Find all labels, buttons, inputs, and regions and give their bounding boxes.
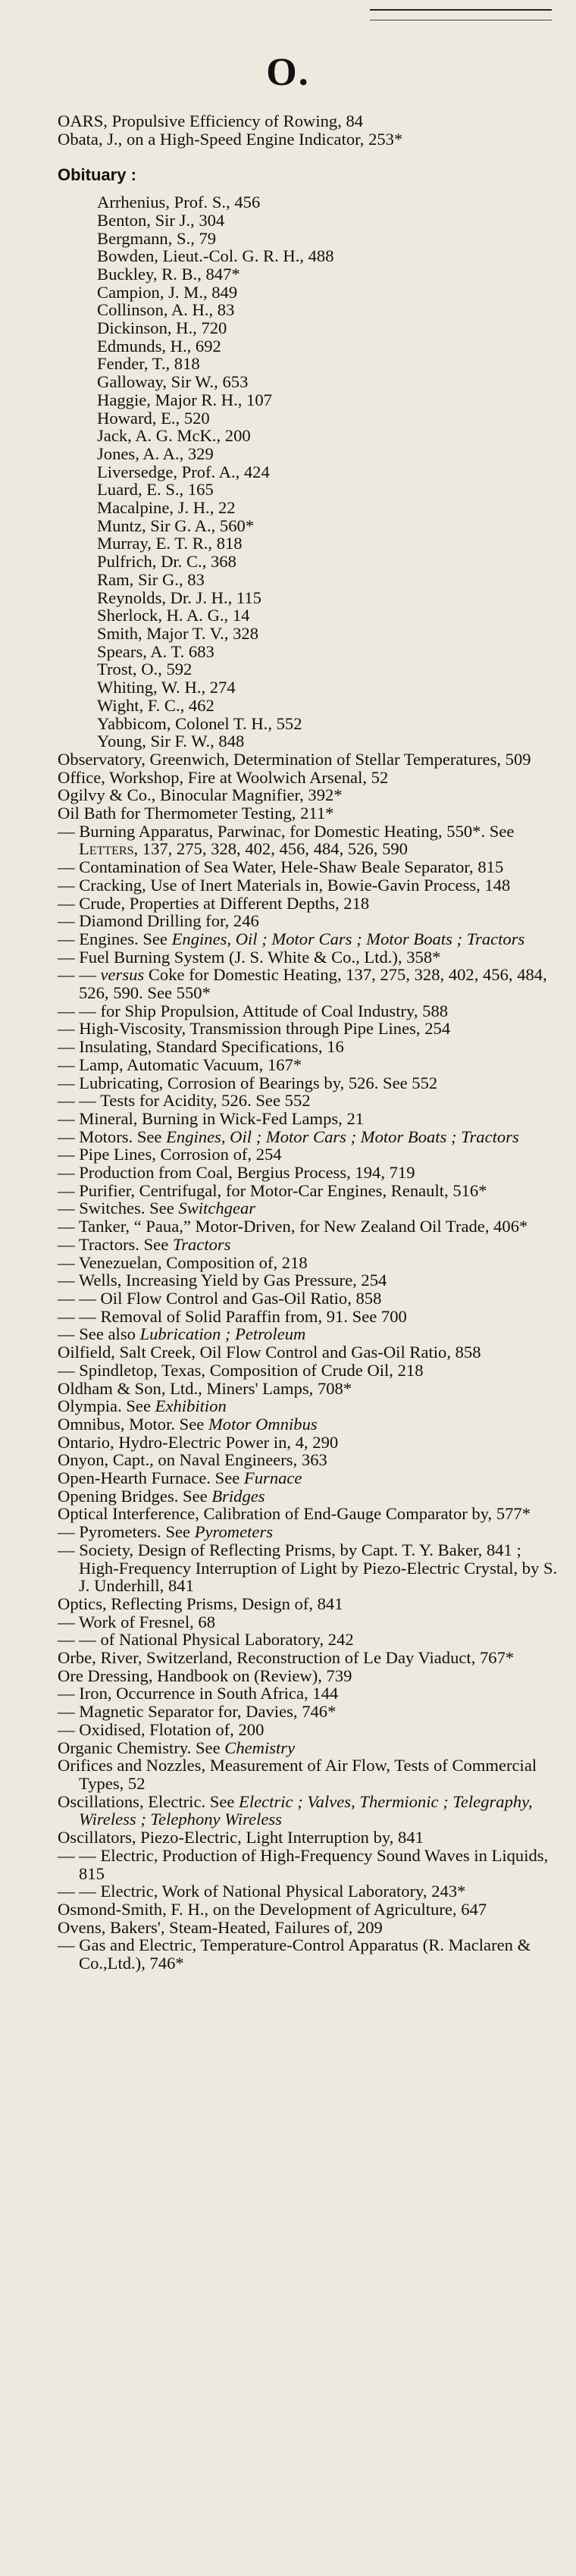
index-entry [58,858,559,876]
index-entry [58,1415,559,1434]
entry-text: Ontario, Hydro-Electric Power in, 4, 290 [58,1432,339,1452]
entry-text: — High-Viscosity, Transmission through Pipe Lines, 254 [58,1019,451,1039]
entry-italic: versus [100,965,145,985]
entry-text: Observatory, Greenwich, Determination of Stellar Temperatures, 509 [58,749,531,769]
obituary-entry [97,301,559,319]
entry-text: Howard, E., 520 [97,408,210,428]
entry-text: Optical Interference, Calibration of End-Gauge Comparator by, 577* [58,1504,531,1524]
obituary-entry [97,643,559,661]
entry-text: Dickinson, H., 720 [97,318,227,338]
entry-italic: Engines, Oil ; Motor Cars ; Motor Boats ; Tractors [166,1127,519,1146]
index-entry [58,930,559,948]
entry-text: Luard, E. S., 165 [97,480,214,500]
entry-text: Optics, Reflecting Prisms, Design of, 841 [58,1594,343,1613]
entry-smallcaps: Letters [79,839,134,859]
index-entry [58,1739,559,1757]
index-entry [58,1523,559,1541]
entry-text: Collinson, A. H., 83 [97,300,235,320]
index-entry [58,1919,559,1937]
entry-text: Buckley, R. B., 847* [97,264,240,284]
index-entry [58,1074,559,1092]
entry-italic: Furnace [243,1468,302,1488]
index-entry [58,1667,559,1685]
entry-text: Omnibus, Motor. See [58,1414,208,1434]
entry-text: Ram, Sir G., 83 [97,569,205,589]
entry-text: Trost, O., 592 [97,660,193,679]
obituary-entry [97,284,559,302]
obituary-entry [97,732,559,751]
obituary-entry [97,319,559,337]
index-entry [58,823,559,858]
entry-text: Ore Dressing, Handbook on (Review), 739 [58,1666,352,1685]
index-entry [58,1757,559,1792]
index-entry [58,1199,559,1217]
obituary-entry [97,715,559,733]
entry-text: Liversedge, Prof. A., 424 [97,462,270,481]
entry-text: Murray, E. T. R., 818 [97,534,243,553]
index-entry [58,966,559,1001]
index-entry [58,1002,559,1020]
index-entry [58,1128,559,1146]
obituary-entry [97,517,559,535]
entry-text: — Lubricating, Corrosion of Bearings by, 526. See 552 [58,1073,438,1092]
entry-text: — — Removal of Solid Paraffin from, 91. See 700 [58,1306,407,1326]
entry-italic: Electric ; Valves, Thermionic ; Telegraphy, Wireless ; Telephony Wireless [79,1791,533,1829]
index-entry [58,1343,559,1362]
entry-text: — Contamination of Sea Water, Hele-Shaw Beale Separator, 815 [58,857,504,877]
obituary-entry [97,247,559,265]
entry-text: — Production from Coal, Bergius Process, 194, 719 [58,1163,415,1183]
obituary-entry [97,553,559,571]
entry-text: Young, Sir F. W., 848 [97,732,245,751]
index-entry [58,1397,559,1415]
entry-text: Oscillations, Electric. See [58,1791,239,1811]
entry-text-after: Coke for Domestic Heating, 137, 275, 328, 402, 456, 484, 526, 590. See 550* [79,965,547,1003]
entry-text: Oilfield, Salt Creek, Oil Flow Control and Gas-Oil Ratio, 858 [58,1343,481,1362]
index-entry [58,1505,559,1523]
entry-text: — — Electric, Work of National Physical Laboratory, 243* [58,1882,466,1901]
entry-text: Orbe, River, Switzerland, Reconstruction of Le Day Viaduct, 767* [58,1648,515,1668]
index-entries [58,112,559,1973]
entry-text: Oil Bath for Thermometer Testing, 211* [58,804,334,823]
top-rule [370,9,552,11]
index-entry [58,1362,559,1380]
entry-text: Jones, A. A., 329 [97,443,214,463]
obituary-entry [97,571,559,589]
entry-text: Bowden, Lieut.-Col. G. R. H., 488 [97,246,334,266]
index-entry [58,1271,559,1290]
entry-italic: Chemistry [224,1738,296,1757]
obituary-entry [97,409,559,428]
obituary-entry [97,230,559,248]
entry-text: Obituary : [58,165,136,185]
index-entry [58,1684,559,1703]
obituary-entry [97,481,559,499]
entry-text: — Engines. See [58,929,172,948]
entry-text: — Motors. See [58,1127,167,1146]
entry-text: Sherlock, H. A. G., 14 [97,606,250,625]
index-entry [58,130,559,149]
entry-text: Campion, J. M., 849 [97,282,238,302]
index-entry [58,1236,559,1254]
index-entry [58,1254,559,1272]
entry-text: — Oxidised, Flotation of, 200 [58,1719,265,1739]
entry-text: Jack, A. G. McK., 200 [97,426,251,446]
entry-text: — — Oil Flow Control and Gas-Oil Ratio, 858 [58,1289,382,1308]
entry-italic: Switchgear [178,1199,256,1218]
entry-text-after: , 137, 275, 328, 402, 456, 484, 526, 590 [133,839,408,859]
index-entry [58,1703,559,1721]
entry-text: Oldham & Son, Ltd., Miners' Lamps, 708* [58,1378,352,1398]
index-entry [58,112,559,130]
index-entry [58,1847,559,1882]
entry-text: — Pyrometers. See [58,1522,195,1542]
entry-text: — Society, Design of Reflecting Prisms, by Capt. T. Y. Baker, 841 ; High-Frequency Interruption of Light by Piezo-Electric Crystal, by S. J. Underhill, 841 [58,1540,558,1596]
index-entry [58,1164,559,1182]
index-entry [58,1308,559,1326]
index-entry [58,895,559,913]
index-entry [58,1793,559,1829]
index-entry [58,751,559,769]
entry-text: — Iron, Occurrence in South Africa, 144 [58,1684,339,1703]
entry-text: — Tanker, “ Paua,” Motor-Driven, for New Zealand Oil Trade, 406* [58,1217,528,1236]
index-entry [58,1290,559,1308]
entry-text: — Spindletop, Texas, Composition of Crude Oil, 218 [58,1360,424,1380]
index-entry [58,1595,559,1613]
obituary-entry [97,265,559,284]
obituary-entry [97,427,559,445]
entry-text: Pulfrich, Dr. C., 368 [97,552,236,572]
obituary-entry [97,337,559,356]
entry-text: — — of National Physical Laboratory, 242 [58,1630,354,1650]
index-entry [58,948,559,967]
obituary-entry [97,625,559,643]
obituary-entry [97,534,559,553]
entry-text: — Insulating, Standard Specifications, 16 [58,1037,344,1057]
index-entry [58,1487,559,1506]
index-entry [58,1038,559,1056]
entry-text: Olympia. See [58,1396,155,1416]
entry-text: Wight, F. C., 462 [97,695,214,715]
entry-text: Muntz, Sir G. A., 560* [97,516,255,535]
entry-text: — See also [58,1324,140,1344]
entry-italic: Lubrication ; Petroleum [139,1324,306,1344]
index-entry [58,1901,559,1919]
entry-text: — Cracking, Use of Inert Materials in, Bowie-Gavin Process, 148 [58,875,511,895]
entry-text: Arrhenius, Prof. S., 456 [97,193,261,212]
entry-text: Bergmann, S., 79 [97,228,217,248]
index-entry [58,1936,559,1972]
obituary-entry [97,355,559,373]
entry-text: — Pipe Lines, Corrosion of, 254 [58,1145,282,1164]
index-entry [58,769,559,787]
entry-text: Spears, A. T. 683 [97,641,214,661]
entry-text: Reynolds, Dr. J. H., 115 [97,588,261,607]
entry-text: Opening Bridges. See [58,1486,212,1506]
entry-text: Whiting, W. H., 274 [97,678,236,697]
entry-text: — Purifier, Centrifugal, for Motor-Car Engines, Renault, 516* [58,1180,487,1200]
index-entry [58,1882,559,1901]
entry-text: Galloway, Sir W., 653 [97,372,249,392]
index-entry [58,876,559,895]
obituary-entry [97,697,559,715]
index-entry [58,1325,559,1343]
obituary-entry [97,212,559,230]
obituary-entry [97,678,559,697]
index-entry [58,1721,559,1739]
index-subheading [58,166,559,184]
index-entry [58,1092,559,1110]
entry-text: Ogilvy & Co., Binocular Magnifier, 392* [58,785,343,805]
entry-text: Edmunds, H., 692 [97,336,221,356]
entry-text: Haggie, Major R. H., 107 [97,390,272,409]
index-entry [58,1020,559,1038]
entry-text: Macalpine, J. H., 22 [97,498,236,518]
entry-text: Fender, T., 818 [97,354,200,374]
index-entry [58,1380,559,1398]
entry-text: — Tractors. See [58,1234,173,1254]
entry-text: — Crude, Properties at Different Depths, 218 [58,893,370,913]
entry-text: Yabbicom, Colonel T. H., 552 [97,713,302,733]
obituary-entry [97,391,559,409]
entry-italic: Engines, Oil ; Motor Cars ; Motor Boats ; Tractors [171,929,525,948]
entry-text: — Wells, Increasing Yield by Gas Pressure, 254 [58,1271,387,1290]
index-entry [58,1056,559,1074]
entry-italic: Motor Omnibus [208,1414,318,1434]
entry-text: — Gas and Electric, Temperature-Control Apparatus (R. Maclaren & Co.,Ltd.), 746* [58,1935,531,1973]
index-entry [58,1469,559,1487]
obituary-entry [97,606,559,625]
obituary-entry [97,589,559,607]
entry-text: Organic Chemistry. See [58,1738,225,1757]
obituary-entry [97,660,559,678]
index-entry [58,786,559,804]
entry-italic: Tractors [172,1234,231,1254]
section-letter: O. [266,51,310,94]
index-entry [58,1110,559,1128]
index-entry [58,1451,559,1469]
entry-text: Open-Hearth Furnace. See [58,1468,244,1488]
entry-text: Obata, J., on a High-Speed Engine Indicator, 253* [58,129,403,149]
index-entry [58,1649,559,1667]
entry-text: — — Tests for Acidity, 526. See 552 [58,1091,311,1111]
entry-text: Oscillators, Piezo-Electric, Light Interruption by, 841 [58,1828,424,1847]
obituary-entry [97,373,559,391]
entry-text: — Fuel Burning System (J. S. White & Co., Ltd.), 358* [58,947,441,967]
entry-text: — Work of Fresnel, 68 [58,1612,215,1631]
entry-text: — — [58,965,101,985]
index-entry [58,1829,559,1847]
entry-text: — — for Ship Propulsion, Attitude of Coal Industry, 588 [58,1001,449,1020]
index-entry [58,1145,559,1164]
index-entry [58,1541,559,1595]
index-entry [58,1217,559,1236]
entry-text: — Diamond Drilling for, 246 [58,911,259,931]
obituary-entry [97,193,559,212]
obituary-entry [97,445,559,463]
entry-text: — Burning Apparatus, Parwinac, for Domestic Heating, 550*. See [58,821,515,841]
entry-text: Onyon, Capt., on Naval Engineers, 363 [58,1450,327,1470]
index-entry [58,1182,559,1200]
entry-text: OARS, Propulsive Efficiency of Rowing, 84 [58,111,364,130]
entry-text: — Lamp, Automatic Vacuum, 167* [58,1055,302,1074]
index-entry [58,1434,559,1452]
entry-text: Ovens, Bakers', Steam-Heated, Failures of, 209 [58,1917,383,1937]
entry-italic: Bridges [211,1486,265,1506]
index-entry [58,1631,559,1649]
index-entry [58,912,559,930]
entry-text: Office, Workshop, Fire at Woolwich Arsenal, 52 [58,767,389,787]
entry-text: — Switches. See [58,1199,179,1218]
entry-text: Smith, Major T. V., 328 [97,623,258,643]
entry-text: Benton, Sir J., 304 [97,210,225,230]
entry-italic: Exhibition [155,1396,227,1416]
entry-italic: Pyrometers [194,1522,274,1542]
obituary-entry [97,499,559,517]
entry-text: — — Electric, Production of High-Frequency Sound Waves in Liquids, 815 [58,1845,549,1883]
index-entry [58,1613,559,1631]
entry-text: Orifices and Nozzles, Measurement of Air Flow, Tests of Commercial Types, 52 [58,1756,537,1793]
entry-text: — Venezuelan, Composition of, 218 [58,1252,308,1272]
index-entry [58,804,559,823]
entry-text: Osmond-Smith, F. H., on the Development of Agriculture, 647 [58,1899,487,1919]
entry-text: — Magnetic Separator for, Davies, 746* [58,1702,337,1722]
obituary-entry [97,463,559,481]
entry-text: — Mineral, Burning in Wick-Fed Lamps, 21 [58,1108,365,1128]
